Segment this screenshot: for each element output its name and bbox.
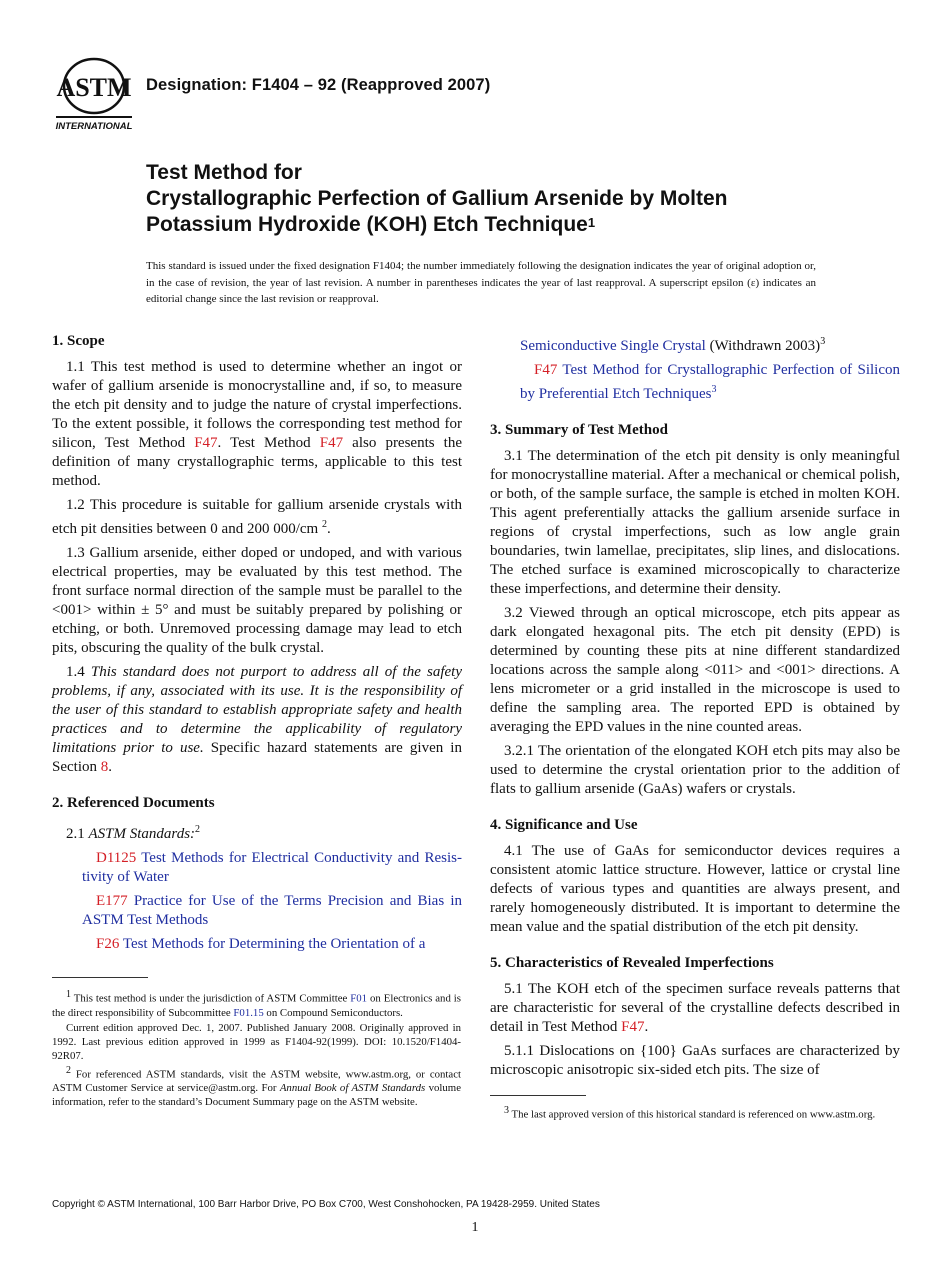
right-column xyxy=(490,332,900,1085)
footnote-divider xyxy=(490,1095,586,1096)
ref-title-link[interactable]: Test Method for Crystallographic Perfection of Silicon by Preferential Etch Techniques xyxy=(520,362,900,402)
ref-code-d1125[interactable]: D1125 xyxy=(96,850,137,866)
title-line-3: Potassium Hydroxide (KOH) Etch Technique$^1$ xyxy=(146,213,596,236)
paragraph-3-1: 3.1 The determination of the etch pit density is only meaningful for monocrystalline material. After a mechanical or chemical polish, or both, of the sample surface, the sample is etched in molten KOH. This agent preferentially attacks the gallium arsenide surface in regions of crystal imperfections, such as low angle grain boundaries, twin lamellae, precipitates, slip lines, and dislocations. The etched surface is examined microscopically to characterize these imperfections, and determine their density. xyxy=(490,448,900,597)
link-f47[interactable]: F47 xyxy=(194,435,218,451)
left-column xyxy=(52,332,462,959)
paragraph-3-2-1: 3.2.1 The orientation of the elongated KOH etch pits may also be used to determine the crystal orientation prior to the addition of flats to gallium arsenide (GaAs) wafers or crystals. xyxy=(490,743,900,797)
ref-title-link[interactable]: Semiconductive Single Crystal xyxy=(520,338,706,354)
ref-title-link[interactable]: Practice for Use of the Terms Precision and Bias in ASTM Test Methods xyxy=(82,893,462,928)
ref-title-link[interactable]: Test Methods for Electrical Conductivity and Resistivity of Water xyxy=(82,850,462,885)
ref-title-link[interactable]: Test Methods for Determining the Orientation of a xyxy=(119,936,426,952)
reference-item: F47 Test Method for Crystallographic Perfection of Silicon by Preferential Etch Techniques$^3$ xyxy=(520,362,900,402)
page-number: 1 xyxy=(471,1220,479,1235)
footnote-3: $^3$ The last approved version of this historical standard is referenced on www.astm.org. xyxy=(504,1105,876,1121)
document-title xyxy=(146,160,846,238)
link-section-8[interactable]: 8 xyxy=(100,759,109,775)
logo-subtext: INTERNATIONAL xyxy=(55,121,133,132)
ref-code-f47[interactable]: F47 xyxy=(534,362,558,378)
footnotes-left xyxy=(52,988,461,1110)
link-f01[interactable]: F01 xyxy=(350,992,368,1005)
footnotes-right xyxy=(490,1104,899,1123)
reference-item-continued: Semiconductive Single Crystal (Withdrawn 2003)$^3$ xyxy=(520,336,826,354)
paragraph-5-1-1: 5.1.1 Dislocations on {100} GaAs surfaces are characterized by microscopic anisotropic six-sided etch pits. The size of xyxy=(490,1043,900,1078)
ref-code-e177[interactable]: E177 xyxy=(96,893,128,909)
footnote-1: $^1$ This test method is under the jurisdiction of ASTM Committee F01 on Electronics and is the direct responsibility of Subcommittee F01.15 on Compound Semiconductors. xyxy=(52,989,461,1019)
section-heading-summary: 3. Summary of Test Method xyxy=(490,422,668,438)
paragraph-4-1: 4.1 The use of GaAs for semiconductor devices requires a consistent atomic lattice structure. However, lattice or crystal line defects of various types and quantities are always present, and rarely homogeneously distributed. It is important to determine the mean value and the spatial distribution of the etch pit density. xyxy=(490,843,900,935)
section-heading-significance: 4. Significance and Use xyxy=(490,817,638,833)
reference-item xyxy=(52,849,462,887)
reference-item xyxy=(52,935,462,954)
section-heading-referenced-documents: 2. Referenced Documents xyxy=(52,795,215,811)
paragraph-3-2: 3.2 Viewed through an optical microscope, etch pits appear as dark elongated hexagonal pits. The etch pit density (EPD) is determined by counting these pits at nine different standardized locations across the sample along <011> and <001> directions. A lens micrometer or a grid installed in the microscope is used to define the sampling area. The reported EPD is obtained by averaging the EPD values in the nine counted areas. xyxy=(490,605,900,735)
title-footnote-ref[interactable]: 1 xyxy=(587,215,596,230)
footnote-1-approval: Current edition approved Dec. 1, 2007. Published January 2008. Originally approved in 1992. Last previous edition approved in 1999 as F1404-92(1999). DOI: 10.1520/F1404-92R07. xyxy=(52,1021,461,1062)
reference-item xyxy=(52,892,462,930)
paragraph-5-1: 5.1 The KOH etch of the specimen surface reveals patterns that are characteristic for several of the crystalline defects described in detail in Test Method F47. xyxy=(490,981,900,1035)
section-heading-scope: 1. Scope xyxy=(52,333,105,349)
copyright-notice: Copyright © ASTM International, 100 Barr Harbor Drive, PO Box C700, West Conshohocken, PA 19428-2959. United States xyxy=(52,1199,600,1210)
paragraph-1-1: 1.1 This test method is used to determine whether an ingot or wafer of gallium arsenide is monocrystalline and, if so, to measure the etch pit density and to judge the nature of crystal imperfections. To the extent possible, it follows the corresponding test method for silicon, Test Method F47. Test Method F47 also presents the definition of many crystallographic terms, applicable to this test method. xyxy=(52,359,463,489)
footnote-2: $^2$ For referenced ASTM standards, visit the ASTM website, www.astm.org, or contact ASTM Customer Service at service@astm.org. For Annual Book of ASTM Standards volume information, refer to the standard’s Document Summary page on the ASTM website. xyxy=(52,1064,461,1109)
link-f01-15[interactable]: F01.15 xyxy=(233,1006,264,1019)
section-heading-characteristics: 5. Characteristics of Revealed Imperfections xyxy=(490,955,774,971)
link-f47[interactable]: F47 xyxy=(621,1019,645,1035)
footnote-divider xyxy=(52,977,148,978)
paragraph-2-1: 2.1 ASTM Standards:$^2$ xyxy=(66,824,201,842)
title-line-1: Test Method for xyxy=(146,161,302,184)
paragraph-1-4: 1.4 This standard does not purport to address all of the safety problems, if any, associated with its use. It is the responsibility of the user of this standard to establish appropriate safety and health practices and to determine the applicability of regulatory limitations prior to use. Specific hazard statements are given in Section 8. xyxy=(52,664,463,775)
ref-code-f26[interactable]: F26 xyxy=(96,936,120,952)
designation: Designation: F1404 – 92 (Reapproved 2007) xyxy=(146,76,491,94)
astm-logo xyxy=(52,56,136,132)
logo-letters: ASTM xyxy=(56,73,132,102)
link-f47[interactable]: F47 xyxy=(319,435,344,451)
paragraph-1-3: 1.3 Gallium arsenide, either doped or undoped, and with various electrical properties, may be evaluated by this test method. The front surface normal direction of the sample must be parallel to the <001> within ± 5° and must be suitably prepared by polishing or etching, or both. Unremoved processing damage may lead to etch pits, obscuring the quality of the bulk crystal. xyxy=(52,545,462,656)
title-line-2: Crystallographic Perfection of Gallium Arsenide by Molten xyxy=(146,187,728,210)
issuance-notice: This standard is issued under the fixed designation F1404; the number immediately following the designation indicates the year of original adoption or, in the case of revision, the year of last revision. A number in parentheses indicates the year of last reapproval. A superscript epsilon (ε) indicates an editorial change since the last revision or reapproval. xyxy=(146,260,816,305)
paragraph-1-2: 1.2 This procedure is suitable for gallium arsenide crystals with etch pit densities between 0 and 200 000/cm $^2$. xyxy=(52,497,462,537)
